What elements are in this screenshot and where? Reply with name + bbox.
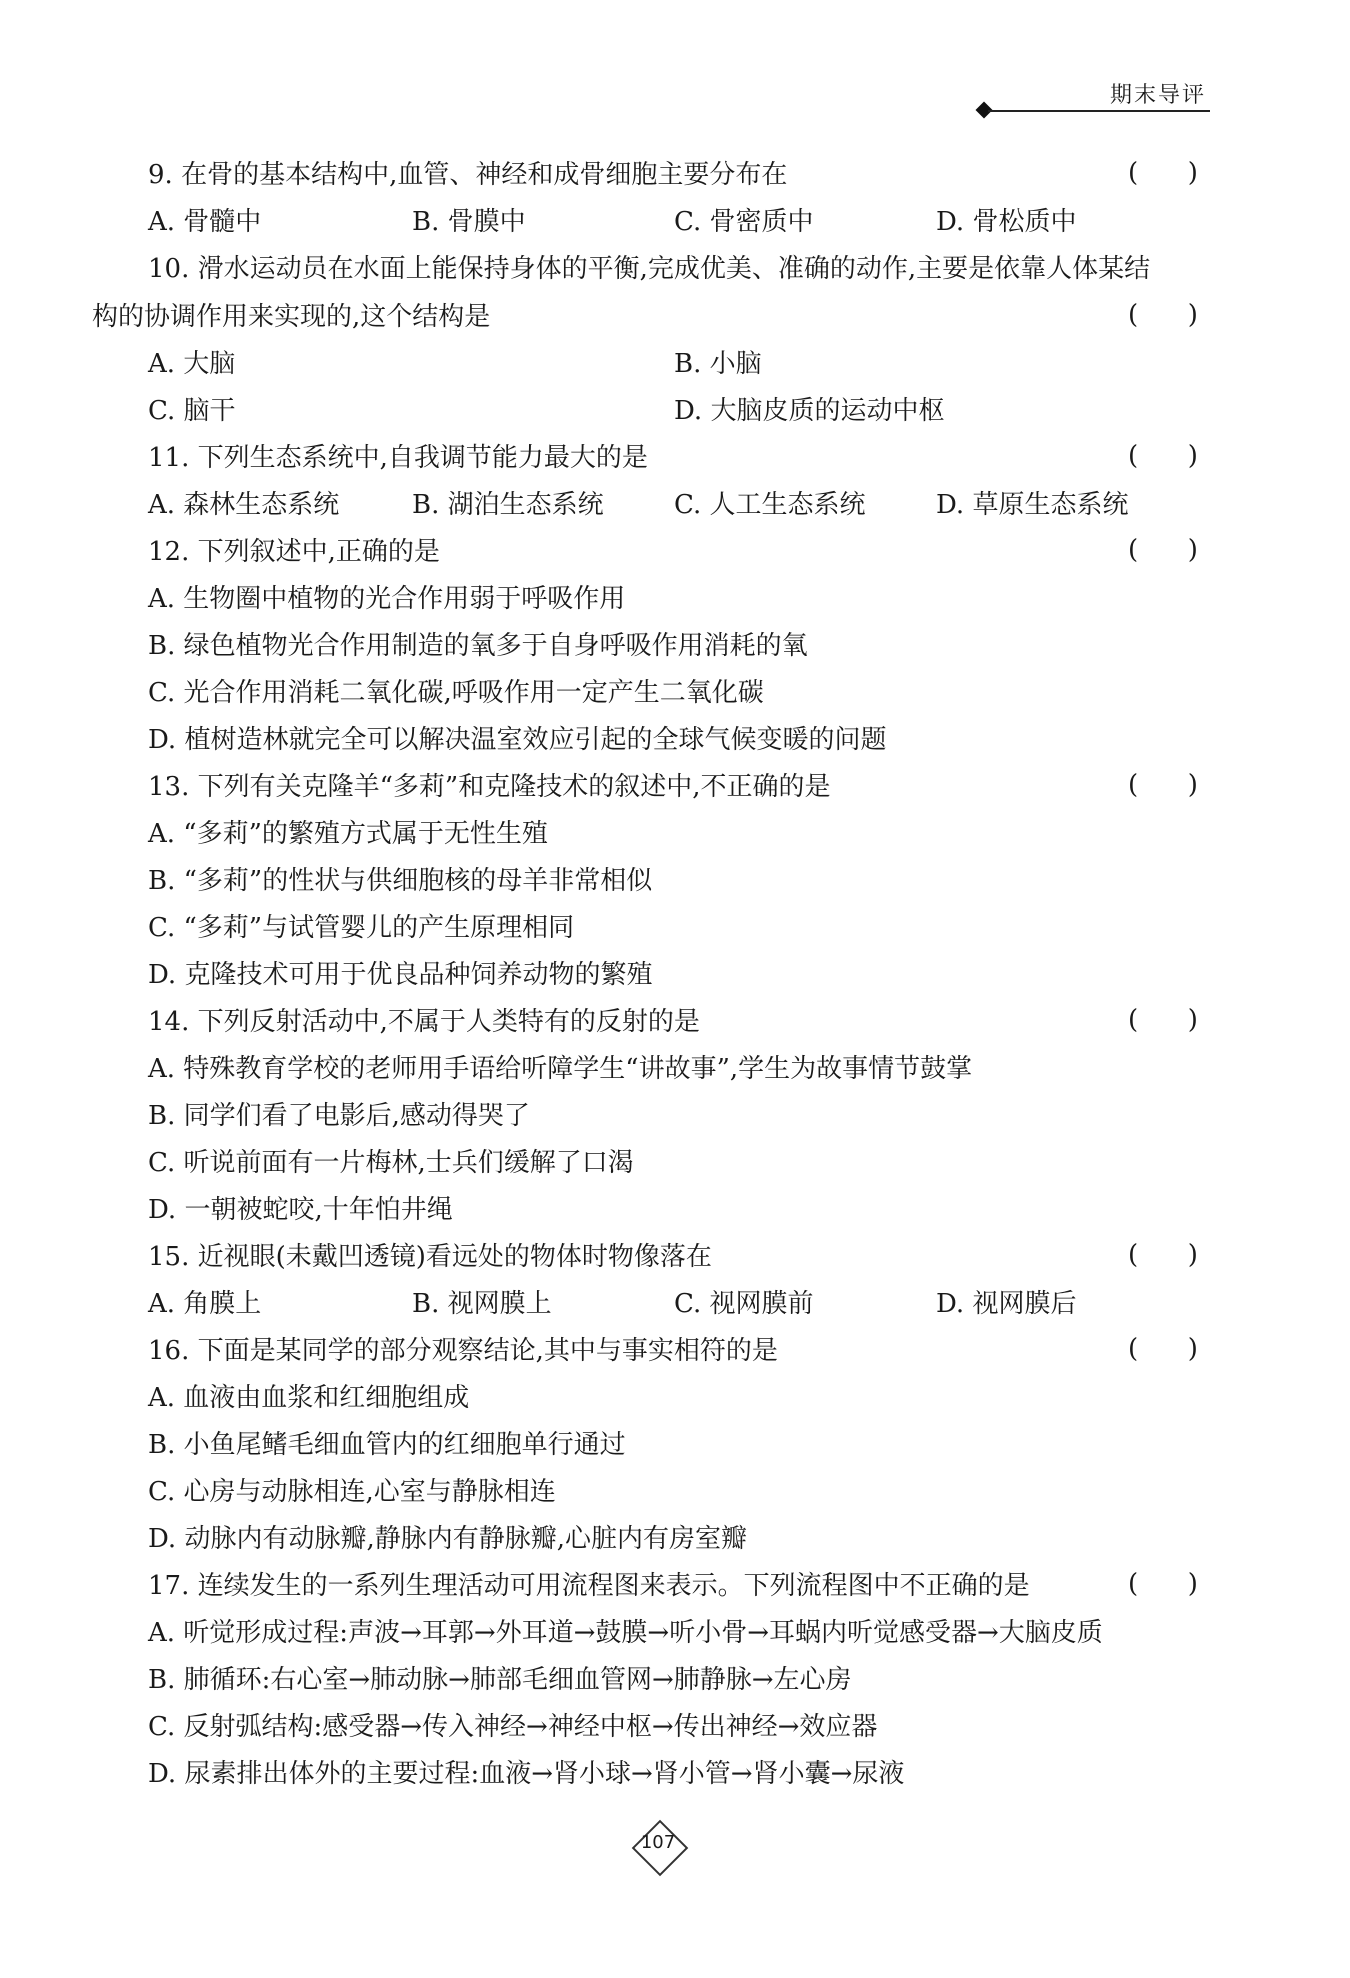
q12-option-a: A. 生物圈中植物的光合作用弱于呼吸作用 [148,584,626,614]
q17-stem: 17. 连续发生的一系列生理活动可用流程图来表示。下列流程图中不正确的是 [148,1571,1030,1601]
q16-option-c: C. 心房与动脉相连,心室与静脉相连 [148,1477,556,1507]
q12-stem: 12. 下列叙述中,正确的是 [148,537,440,567]
q15-option-c: C. 视网膜前 [674,1289,814,1319]
q10-option-c: C. 脑干 [148,396,236,426]
q14-option-a: A. 特殊教育学校的老师用手语给听障学生“讲故事”,学生为故事情节鼓掌 [148,1054,973,1084]
q14-option-b: B. 同学们看了电影后,感动得哭了 [148,1101,530,1131]
q14-stem: 14. 下列反射活动中,不属于人类特有的反射的是 [148,1007,700,1037]
q17-option-c: C. 反射弧结构:感受器→传入神经→神经中枢→传出神经→效应器 [148,1712,878,1742]
q9-stem: 9. 在骨的基本结构中,血管、神经和成骨细胞主要分布在 [148,160,788,190]
q17-option-d: D. 尿素排出体外的主要过程:血液→肾小球→肾小管→肾小囊→尿液 [148,1759,905,1789]
header-title: 期末导评 [1109,83,1206,108]
q14-answer-blank: ( ) [1128,1005,1198,1035]
q10-answer-blank: ( ) [1128,300,1198,330]
q14-option-c: C. 听说前面有一片梅林,士兵们缓解了口渴 [148,1148,634,1178]
page-number: 107 [640,1832,676,1853]
q9-option-d: D. 骨松质中 [936,207,1077,237]
q9-option-c: C. 骨密质中 [674,207,814,237]
q16-stem: 16. 下面是某同学的部分观察结论,其中与事实相符的是 [148,1336,778,1366]
q16-answer-blank: ( ) [1128,1334,1198,1364]
q13-stem: 13. 下列有关克隆羊“多莉”和克隆技术的叙述中,不正确的是 [148,772,831,802]
q9-option-a: A. 骨髓中 [148,207,262,237]
q12-answer-blank: ( ) [1128,535,1198,565]
page-header [970,78,1210,114]
header-rule [988,110,1210,112]
q13-option-a: A. “多莉”的繁殖方式属于无性生殖 [148,819,548,849]
q15-answer-blank: ( ) [1128,1240,1198,1270]
q15-option-a: A. 角膜上 [148,1289,262,1319]
q11-stem: 11. 下列生态系统中,自我调节能力最大的是 [148,443,648,473]
q17-option-b: B. 肺循环:右心室→肺动脉→肺部毛细血管网→肺静脉→左心房 [148,1665,852,1695]
q12-option-c: C. 光合作用消耗二氧化碳,呼吸作用一定产生二氧化碳 [148,678,764,708]
q16-option-b: B. 小鱼尾鳍毛细血管内的红细胞单行通过 [148,1430,626,1460]
q13-option-d: D. 克隆技术可用于优良品种饲养动物的繁殖 [148,960,653,990]
q17-answer-blank: ( ) [1128,1569,1198,1599]
q15-stem: 15. 近视眼(未戴凹透镜)看远处的物体时物像落在 [148,1242,712,1272]
q16-option-d: D. 动脉内有动脉瓣,静脉内有静脉瓣,心脏内有房室瓣 [148,1524,747,1554]
q10-stem-line1: 10. 滑水运动员在水面上能保持身体的平衡,完成优美、准确的动作,主要是依靠人体某结 [148,254,1151,284]
q10-option-a: A. 大脑 [148,349,236,379]
page-number-badge [636,1824,680,1868]
q13-option-c: C. “多莉”与试管婴儿的产生原理相同 [148,913,575,943]
q15-option-b: B. 视网膜上 [412,1289,552,1319]
q10-stem-line2: 构的协调作用来实现的,这个结构是 [92,302,491,332]
q16-option-a: A. 血液由血浆和红细胞组成 [148,1383,470,1413]
q10-option-b: B. 小脑 [674,349,762,379]
q12-option-b: B. 绿色植物光合作用制造的氧多于自身呼吸作用消耗的氧 [148,631,808,661]
q17-option-a: A. 听觉形成过程:声波→耳郭→外耳道→鼓膜→听小骨→耳蜗内听觉感受器→大脑皮质 [148,1618,1103,1648]
q13-answer-blank: ( ) [1128,770,1198,800]
q13-option-b: B. “多莉”的性状与供细胞核的母羊非常相似 [148,866,653,896]
q9-answer-blank: ( ) [1128,158,1198,188]
q12-option-d: D. 植树造林就完全可以解决温室效应引起的全球气候变暖的问题 [148,725,887,755]
q11-option-b: B. 湖泊生态系统 [412,490,604,520]
q11-answer-blank: ( ) [1128,441,1198,471]
q14-option-d: D. 一朝被蛇咬,十年怕井绳 [148,1195,453,1225]
q9-option-b: B. 骨膜中 [412,207,526,237]
q11-option-c: C. 人工生态系统 [674,490,866,520]
q11-option-a: A. 森林生态系统 [148,490,340,520]
q15-option-d: D. 视网膜后 [936,1289,1077,1319]
q10-option-d: D. 大脑皮质的运动中枢 [674,396,945,426]
q11-option-d: D. 草原生态系统 [936,490,1129,520]
